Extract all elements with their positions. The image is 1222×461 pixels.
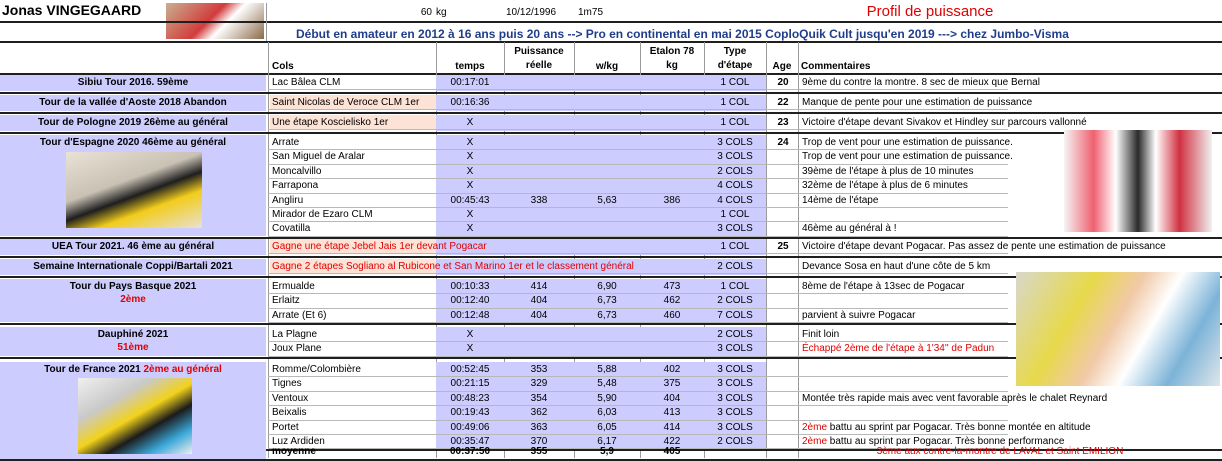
col-power: 363: [530, 421, 548, 433]
col-age: 22: [777, 97, 789, 108]
col-time: 00:45:43: [450, 194, 490, 206]
comment-rank: 2ème: [802, 421, 828, 433]
col-wkg: 6,90: [597, 281, 617, 292]
col-wkg: 5,88: [597, 364, 617, 375]
moyenne-wkg: 5,9: [600, 446, 614, 457]
col-time: 00:12:40: [450, 295, 490, 307]
col-time: 00:10:33: [450, 281, 490, 292]
col-age: 25: [777, 241, 789, 252]
col-etalon: 462: [663, 295, 681, 307]
col-power: 338: [530, 194, 548, 206]
col-etalon: 460: [663, 309, 681, 321]
col-type: 3 COLS: [717, 343, 753, 355]
header-type-1: Type: [723, 46, 747, 57]
comment-text: Montée très rapide mais avec vent favorable après le chalet Reynard: [802, 392, 1108, 404]
col-time: X: [466, 137, 474, 148]
col-name: La Plagne: [272, 329, 318, 340]
col-comment: [802, 194, 1002, 207]
col-power: 329: [530, 378, 548, 390]
col-time: X: [466, 209, 474, 220]
col-time: X: [466, 329, 474, 340]
col-power: 362: [530, 407, 548, 419]
height: 1m75: [578, 7, 604, 18]
col-time: 00:52:45: [450, 364, 490, 375]
profile-title: Profil de puissance: [866, 3, 994, 20]
section-name-suffix: 2ème au général: [140, 364, 222, 375]
col-name: Covatilla: [272, 223, 311, 235]
col-time: 00:21:15: [450, 378, 490, 390]
comment-text: 14ème de l'étape: [802, 194, 879, 206]
col-type: 3 COLS: [717, 137, 753, 148]
comment-text: 32ème de l'étape à plus de 6 minutes: [802, 180, 968, 192]
col-type: 2 COLS: [717, 329, 753, 340]
col-etalon: 386: [663, 194, 681, 206]
section-name: Tour de la vallée d'Aoste 2018 Abandon: [39, 97, 227, 108]
col-comment: [802, 222, 1002, 235]
col-type: 3 COLS: [717, 407, 753, 419]
moyenne-etalon: 405: [663, 446, 681, 457]
col-type: 1 COL: [720, 77, 750, 88]
col-name: Gagne 2 étapes Sogliano al Rubicone et San Marino 1er et le classement général: [272, 261, 634, 272]
header-rule-2: [0, 41, 1222, 43]
photo-vuelta: [66, 152, 202, 228]
column-rule: [266, 3, 267, 41]
header-wkg: w/kg: [595, 61, 619, 72]
col-time: X: [466, 223, 474, 235]
rider-name: Jonas VINGEGAARD: [2, 2, 142, 18]
col-time: 00:12:48: [450, 309, 490, 321]
moyenne-time: 00:37:50: [449, 446, 491, 457]
col-time: X: [466, 151, 474, 163]
comment-text: Victoire d'étape devant Sivakov et Hindley sur parcours vallonné: [802, 117, 1087, 128]
col-etalon: 375: [663, 378, 681, 390]
col-type: 4 COLS: [717, 180, 753, 192]
photo-celebration: [1016, 272, 1220, 386]
row-rule: [268, 253, 1008, 254]
comment-text: 8ème de l'étape à 13sec de Pogacar: [802, 281, 965, 292]
section-name: Tour d'Espagne 2020 46ème au général: [39, 137, 227, 148]
col-wkg: 6,73: [597, 309, 617, 321]
col-wkg: 5,63: [597, 194, 617, 206]
col-etalon: 404: [663, 392, 681, 404]
section-subtitle: 51ème: [117, 342, 149, 353]
header-cols: Cols: [272, 61, 294, 72]
col-name: Portet: [272, 421, 299, 433]
col-name: Saint Nicolas de Veroce CLM 1er: [272, 97, 420, 108]
comment-text: 46ème au général à !: [802, 223, 897, 235]
comment-text: Finit loin: [802, 329, 840, 340]
col-time: 00:35:47: [450, 436, 490, 447]
col-age: 23: [777, 117, 789, 128]
col-name: Moncalvillo: [272, 165, 322, 177]
moyenne-note: 3ème aux contre-la-montre de LAVAL et Saint EMILION: [876, 446, 1124, 457]
col-name: Romme/Colombière: [272, 364, 361, 375]
weight-unit: kg: [436, 7, 447, 18]
col-name: Beixalis: [272, 407, 307, 419]
col-type: 3 COLS: [717, 378, 753, 390]
col-wkg: 6,05: [597, 421, 617, 433]
col-time: 00:19:43: [450, 407, 490, 419]
col-power: 370: [530, 436, 548, 447]
col-name: Une étape Koscielisko 1er: [272, 117, 389, 128]
birthdate: 10/12/1996: [506, 7, 557, 18]
col-comment: [802, 96, 1033, 109]
col-time: X: [466, 343, 474, 355]
col-etalon: 402: [663, 364, 681, 375]
section-name: Tour de Pologne 2019 26ème au général: [38, 117, 228, 128]
comment-text: parvient à suivre Pogacar: [802, 309, 916, 321]
col-comment: [802, 421, 1091, 434]
column-rule: [268, 42, 269, 458]
comment-text: Échappé 2ème de l'étape à 1'34'' de Padun: [802, 343, 995, 355]
col-type: 1 COL: [720, 281, 750, 292]
col-type: 1 COL: [720, 241, 750, 252]
col-name: Mirador de Ezaro CLM: [272, 209, 373, 220]
col-comment: [802, 309, 1002, 322]
weight-value: 60: [420, 7, 432, 18]
section-name: UEA Tour 2021. 46 ème au général: [51, 241, 215, 252]
col-name: Angliru: [272, 194, 304, 206]
col-name: Lac Bâlea CLM: [272, 77, 341, 88]
section-name: Dauphiné 2021: [97, 329, 169, 340]
comment-text: 9ème du contre la montre. 8 sec de mieux que Bernal: [802, 77, 1040, 88]
col-comment: [802, 136, 1013, 149]
col-comment: [802, 342, 1002, 355]
comment-text: Trop de vent pour une estimation de puissance.: [802, 151, 1013, 163]
col-type: 3 COLS: [717, 151, 753, 163]
col-wkg: 6,17: [597, 436, 617, 447]
header-rule-1: [0, 21, 1222, 23]
col-type: 7 COLS: [717, 309, 753, 321]
col-power: 353: [530, 364, 548, 375]
col-wkg: 5,48: [597, 378, 617, 390]
col-type: 1 COL: [720, 117, 750, 128]
comment-text: Devance Sosa en haut d'une côte de 5 km: [802, 261, 991, 272]
comment-text: Trop de vent pour une estimation de puissance.: [802, 137, 1013, 148]
col-name: Joux Plane: [272, 343, 322, 355]
header-temps: temps: [455, 61, 485, 72]
col-etalon: 422: [663, 436, 681, 447]
col-etalon: 414: [663, 421, 681, 433]
comment-text: battu au sprint par Pogacar. Très bonne montée en altitude: [827, 421, 1091, 433]
col-comment: [802, 392, 1108, 405]
section-rule: [0, 132, 1222, 134]
col-name: Ventoux: [272, 392, 309, 404]
comment-text: battu au sprint par Pogacar. Très bonne performance: [827, 436, 1065, 447]
col-name: Farrapona: [272, 180, 319, 192]
col-power: 404: [530, 295, 548, 307]
col-comment: [802, 328, 1002, 341]
col-comment: [802, 260, 1002, 273]
col-time: X: [466, 117, 474, 128]
col-wkg: 6,73: [597, 295, 617, 307]
col-type: 2 COLS: [717, 295, 753, 307]
row-rule: [268, 129, 1008, 130]
section-name: Semaine Internationale Coppi/Bartali 2021: [33, 261, 233, 272]
col-wkg: 5,90: [597, 392, 617, 404]
col-name: Gagne une étape Jebel Jais 1er devant Pogacar: [272, 241, 487, 252]
header-type-2: d'étape: [717, 60, 753, 71]
col-time: 00:49:06: [450, 421, 490, 433]
header-puissance-2: réelle: [525, 60, 553, 71]
section-name: Tour de France 2021 2ème au général: [44, 364, 222, 375]
col-comment: [802, 76, 1040, 89]
col-comment: [802, 116, 1087, 129]
col-type: 3 COLS: [717, 421, 753, 433]
col-power: 354: [530, 392, 548, 404]
header-commentaires: Commentaires: [801, 61, 871, 72]
header-etalon-1: Etalon 78: [649, 46, 695, 57]
col-name: Erlaitz: [272, 295, 300, 307]
col-type: 2 COLS: [717, 436, 753, 447]
col-type: 3 COLS: [717, 223, 753, 235]
col-name: Arrate (Et 6): [272, 309, 327, 321]
photo-podium: [1064, 130, 1212, 232]
col-power: 404: [530, 309, 548, 321]
section-name: Sibiu Tour 2016. 59ème: [77, 77, 189, 88]
row-rule: [268, 89, 1008, 90]
col-etalon: 473: [663, 281, 681, 292]
col-time: X: [466, 180, 474, 192]
section-rule: [0, 92, 1222, 94]
comment-text: 39ème de l'étape à plus de 10 minutes: [802, 165, 974, 177]
row-rule: [268, 109, 1008, 110]
col-type: 3 COLS: [717, 392, 753, 404]
col-comment: [802, 280, 1002, 293]
comment-rank: 2ème: [802, 436, 828, 447]
col-type: 1 COL: [720, 209, 750, 220]
section-name: Tour du Pays Basque 2021: [69, 281, 197, 292]
col-type: 4 COLS: [717, 194, 753, 206]
col-type: 2 COLS: [717, 165, 753, 177]
col-time: 00:16:36: [450, 97, 490, 108]
col-power: 414: [530, 281, 548, 292]
col-etalon: 413: [663, 407, 681, 419]
comment-text: Manque de pente pour une estimation de puissance: [802, 97, 1033, 108]
col-time: X: [466, 165, 474, 177]
header-age: Age: [772, 61, 792, 72]
header-etalon-2: kg: [666, 60, 678, 71]
col-type: 2 COLS: [717, 261, 753, 272]
col-name: San Miguel de Aralar: [272, 151, 365, 163]
section-rule: [0, 256, 1222, 258]
col-comment: [802, 150, 1013, 163]
col-time: 00:17:01: [450, 77, 490, 88]
col-name: Tignes: [272, 378, 302, 390]
career-summary: Début en amateur en 2012 à 16 ans puis 20 ans --> Pro en continental en mai 2015 CoploQuik Cult jusqu'en 2019 ---> chez Jumbo-Visma: [296, 27, 1069, 41]
col-name: Arrate: [272, 137, 300, 148]
col-comment: [802, 165, 1002, 178]
row-rule: [268, 273, 1008, 274]
col-wkg: 6,03: [597, 407, 617, 419]
moyenne-label: moyenne: [272, 446, 316, 457]
header-puissance-1: Puissance: [514, 46, 564, 57]
comment-text: Victoire d'étape devant Pogacar. Pas assez de pente une estimation de puissance: [802, 241, 1166, 252]
col-age: 24: [777, 137, 789, 148]
col-comment: [802, 179, 1002, 192]
moyenne-power: 355: [530, 446, 548, 457]
col-time: 00:48:23: [450, 392, 490, 404]
photo-tdf: [78, 378, 192, 454]
col-age: 20: [777, 77, 789, 88]
col-comment: [802, 240, 1166, 253]
col-name: Ermualde: [272, 281, 315, 292]
col-type: 1 COL: [720, 97, 750, 108]
col-name: Luz Ardiden: [272, 436, 325, 447]
col-type: 3 COLS: [717, 364, 753, 375]
section-subtitle: 2ème: [120, 294, 146, 305]
section-rule: [0, 112, 1222, 114]
